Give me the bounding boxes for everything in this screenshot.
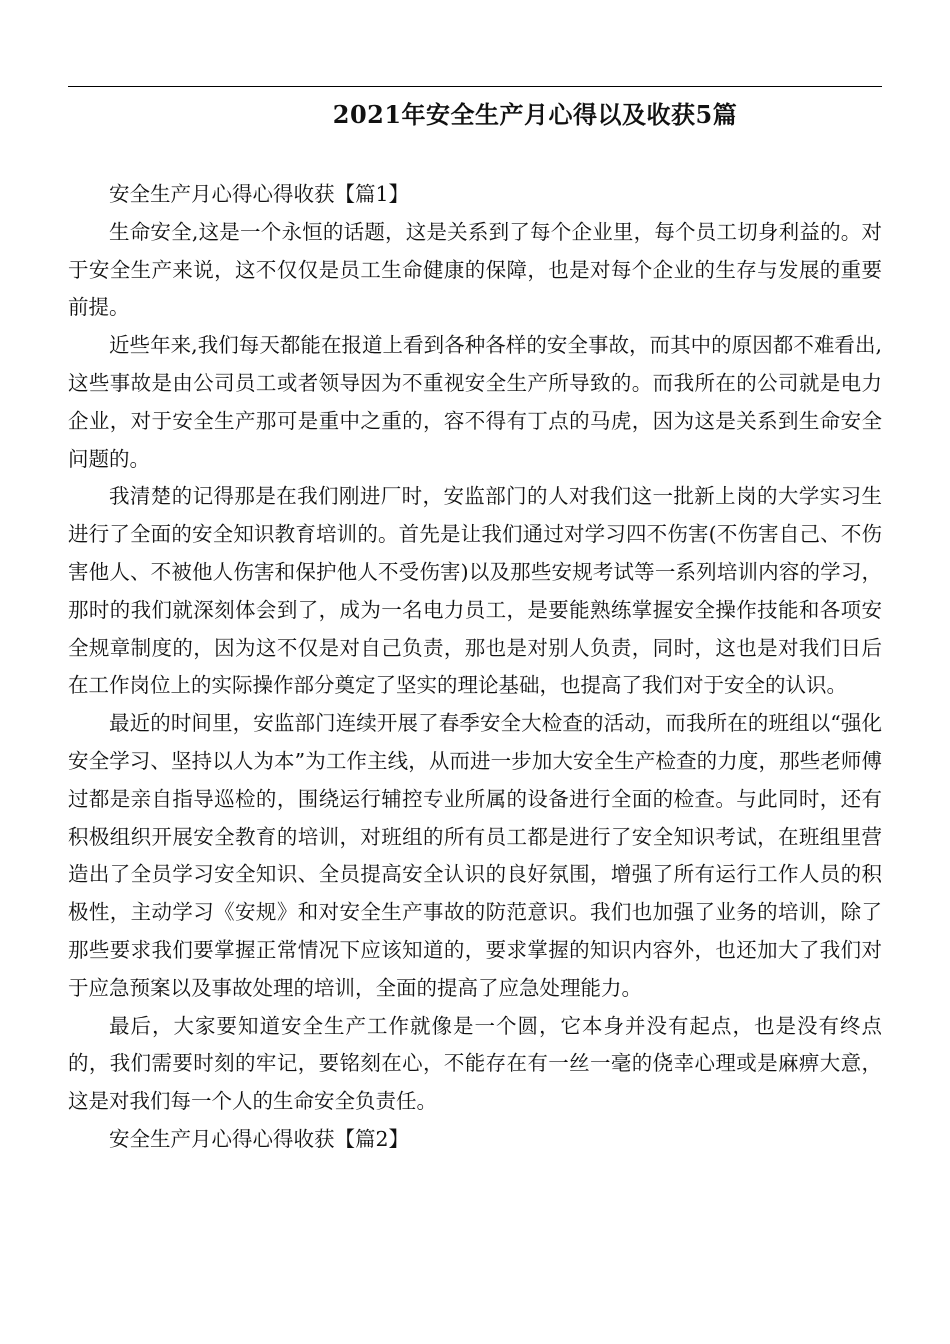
paragraph-5: 最后，大家要知道安全生产工作就像是一个圆，它本身并没有起点，也是没有终点的，我们需要时刻的牢记，要铭刻在心，不能存在有一丝一毫的侥幸心理或是麻痹大意，这是对我们每一个人的生命安全负责任。 (68, 1013, 882, 1114)
paragraph-1: 生命安全,这是一个永恒的话题，这是关系到了每个企业里，每个员工切身利益的。对于安全生产来说，这不仅仅是员工生命健康的保障，也是对每个企业的生存与发展的重要前提。 (68, 219, 882, 320)
paragraph-4: 最近的时间里，安监部门连续开展了春季安全大检查的活动，而我所在的班组以“强化安全学习、坚持以人为本”为工作主线，从而进一步加大安全生产检查的力度，那些老师傅过都是亲自指导巡检的，围绕运行辅控专业所属的设备进行全面的检查。与此同时，还有积极组织开展安全教育的培训，对班组的所有员工都是进行了安全知识考试，在班组里营造出了全员学习安全知识、全员提高安全认识的良好氛围，增强了所有运行工作人员的积极性，主动学习《安规》和对安全生产事故的防范意识。我们也加强了业务的培训，除了那些要求我们要掌握正常情况下应该知道的，要求掌握的知识内容外，也还加大了我们对于应急预案以及事故处理的培训，全面的提高了应急处理能力。 (68, 711, 882, 1000)
paragraph-3: 我清楚的记得那是在我们刚进厂时，安监部门的人对我们这一批新上岗的大学实习生进行了全面的安全知识教育培训的。首先是让我们通过对学习四不伤害(不伤害自己、不伤害他人、不被他人伤害和保护他人不受伤害)以及那些安规考试等一系列培训内容的学习，那时的我们就深刻体会到了，成为一名电力员工，是要能熟练掌握安全操作技能和各项安全规章制度的，因为这不仅是对自己负责，那也是对别人负责，同时，这也是对我们日后在工作岗位上的实际操作部分奠定了坚实的理论基础，也提高了我们对于安全的认识。 (68, 484, 882, 698)
paragraph-2: 近些年来,我们每天都能在报道上看到各种各样的安全事故，而其中的原因都不难看出,这些事故是由公司员工或者领导因为不重视安全生产所导致的。而我所在的公司就是电力企业，对于安全生产那可是重中之重的，容不得有丁点的马虎，因为这是关系到生命安全问题的。 (68, 333, 882, 471)
document-body (68, 176, 882, 1159)
document-title: 2021年安全生产月心得以及收获5篇 (332, 100, 738, 129)
header-rule (68, 86, 882, 87)
section-heading-2: 安全生产月心得心得收获【篇2】 (109, 1126, 410, 1151)
section-heading-1: 安全生产月心得心得收获【篇1】 (109, 182, 410, 206)
